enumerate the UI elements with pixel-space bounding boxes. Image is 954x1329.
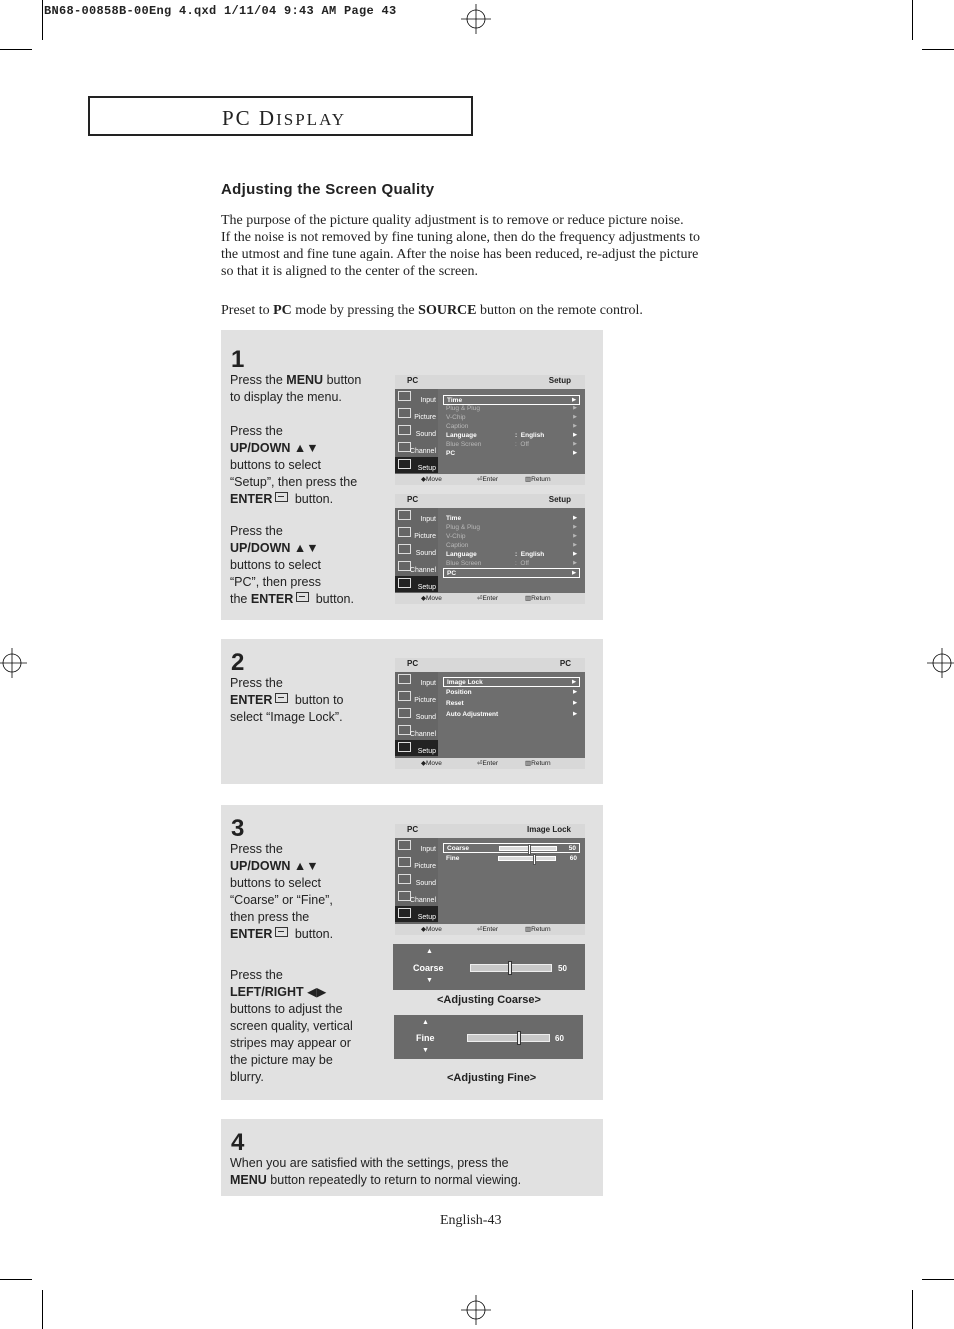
file-header: BN68-00858B-00Eng 4.qxd 1/11/04 9:43 AM Page 43 xyxy=(44,4,397,18)
coarse-adjust-bar: ▲ Coarse ▼ 50 xyxy=(393,944,585,990)
setup-icon xyxy=(398,459,411,469)
registration-mark-icon xyxy=(461,4,491,34)
step-2-box xyxy=(221,639,603,784)
step-number: 2 xyxy=(231,649,245,676)
enter-icon xyxy=(275,693,288,703)
intro-paragraph: The purpose of the picture quality adjustment is to remove or reduce picture noise. If the noise is not removed by fine tuning alone, then do the frequency adjustments to the utmost and fine tune again. After the noise has been reduced, re-adjust the picture so that it is aligned to the center of the screen. xyxy=(221,213,700,279)
crop-mark xyxy=(0,1279,32,1280)
crop-mark xyxy=(922,1279,954,1280)
registration-mark-icon xyxy=(927,648,954,678)
page-footer: English-43 xyxy=(440,1213,502,1228)
down-arrow-icon: ▼ xyxy=(426,977,433,984)
input-icon xyxy=(398,840,411,850)
sound-icon xyxy=(398,544,411,554)
up-down-icon: ▲▼ xyxy=(293,859,319,873)
fine-slider[interactable] xyxy=(467,1034,550,1042)
section-title-box xyxy=(88,96,473,136)
step-2-instructions: Press the ENTER button to select “Image Lock”. xyxy=(230,676,344,724)
sound-icon xyxy=(398,425,411,435)
sound-icon xyxy=(398,874,411,884)
registration-mark-icon xyxy=(461,1295,491,1325)
up-down-icon: ▲▼ xyxy=(293,441,319,455)
step-4-instructions: When you are satisfied with the settings, press the MENU button repeatedly to return to normal viewing. xyxy=(230,1156,522,1187)
enter-icon xyxy=(296,592,309,602)
coarse-caption: <Adjusting Coarse> xyxy=(437,994,541,1006)
up-arrow-icon: ▲ xyxy=(422,1019,429,1026)
crop-mark xyxy=(912,0,913,40)
crop-mark xyxy=(922,49,954,50)
step-number: 1 xyxy=(231,346,245,373)
step-1-box xyxy=(221,330,603,620)
up-arrow-icon: ▲ xyxy=(426,948,433,955)
osd-pc-menu: PC PC Input Picture Sound Channel Setup Image Lock ▶ Position ▶ Reset ▶ Auto Adjustment ▶ ◆ Move ⏎ Enter ▥ Return xyxy=(395,658,585,769)
crop-mark xyxy=(912,1290,913,1329)
input-icon xyxy=(398,510,411,520)
preset-instruction: Preset to PC mode by pressing the SOURCE button on the remote control. xyxy=(221,303,643,318)
input-icon xyxy=(398,391,411,401)
picture-icon xyxy=(398,691,411,701)
crop-mark xyxy=(42,0,43,40)
osd-setup-menu-time: PC Setup Input Picture Sound Channel Setup Time ▶ Plug & Plug ▶ V-Chip ▶ Caption ▶ Language : English ▶ Blue Screen : Off ▶ PC ▶ ◆ Move ⏎ Enter ▥ Return xyxy=(395,375,585,485)
picture-icon xyxy=(398,527,411,537)
picture-icon xyxy=(398,857,411,867)
registration-mark-icon xyxy=(0,648,27,678)
down-arrow-icon: ▼ xyxy=(422,1047,429,1054)
picture-icon xyxy=(398,408,411,418)
setup-icon xyxy=(398,578,411,588)
sound-icon xyxy=(398,708,411,718)
page-heading: Adjusting the Screen Quality xyxy=(221,181,435,198)
up-down-icon: ▲▼ xyxy=(293,541,319,555)
step-3-instructions: Press the UP/DOWN ▲▼ buttons to select “Coarse” or “Fine”, then press the ENTER button. Press the LEFT/RIGHT ◀▶ buttons to adjust the screen quality, vertical stripes may appear or the picture may be blurry. xyxy=(230,842,353,1084)
left-right-icon: ◀▶ xyxy=(307,985,327,999)
fine-caption: <Adjusting Fine> xyxy=(447,1072,537,1084)
coarse-slider[interactable] xyxy=(470,964,552,972)
fine-adjust-bar: ▲ Fine ▼ 60 xyxy=(394,1015,583,1059)
setup-icon xyxy=(398,908,411,918)
section-title: PC DISPLAY xyxy=(222,106,347,130)
enter-icon xyxy=(275,927,288,937)
step-1-instructions: Press the MENU button to display the menu. Press the UP/DOWN ▲▼ buttons to select “Setup”, then press the ENTER button. Press the UP/DOWN ▲▼ buttons to select “PC”, then press the ENTER button. xyxy=(230,373,362,606)
step-4-box xyxy=(221,1119,603,1196)
osd-image-lock-menu: PC Image Lock Input Picture Sound Channel Setup Coarse 50 Fine 60 ◆ Move ⏎ Enter ▥ Return xyxy=(395,824,585,935)
enter-icon xyxy=(275,492,288,502)
osd-setup-menu-pc: PC Setup Input Picture Sound Channel Setup Time ▶ Plug & Plug ▶ V-Chip ▶ Caption ▶ Language : English ▶ Blue Screen : Off ▶ PC ▶ ◆ Move ⏎ Enter ▥ Return xyxy=(395,494,585,604)
input-icon xyxy=(398,674,411,684)
crop-mark xyxy=(42,1290,43,1329)
setup-icon xyxy=(398,742,411,752)
step-number: 3 xyxy=(231,815,245,842)
step-3-box xyxy=(221,805,603,1100)
step-number: 4 xyxy=(231,1129,245,1156)
crop-mark xyxy=(0,49,32,50)
